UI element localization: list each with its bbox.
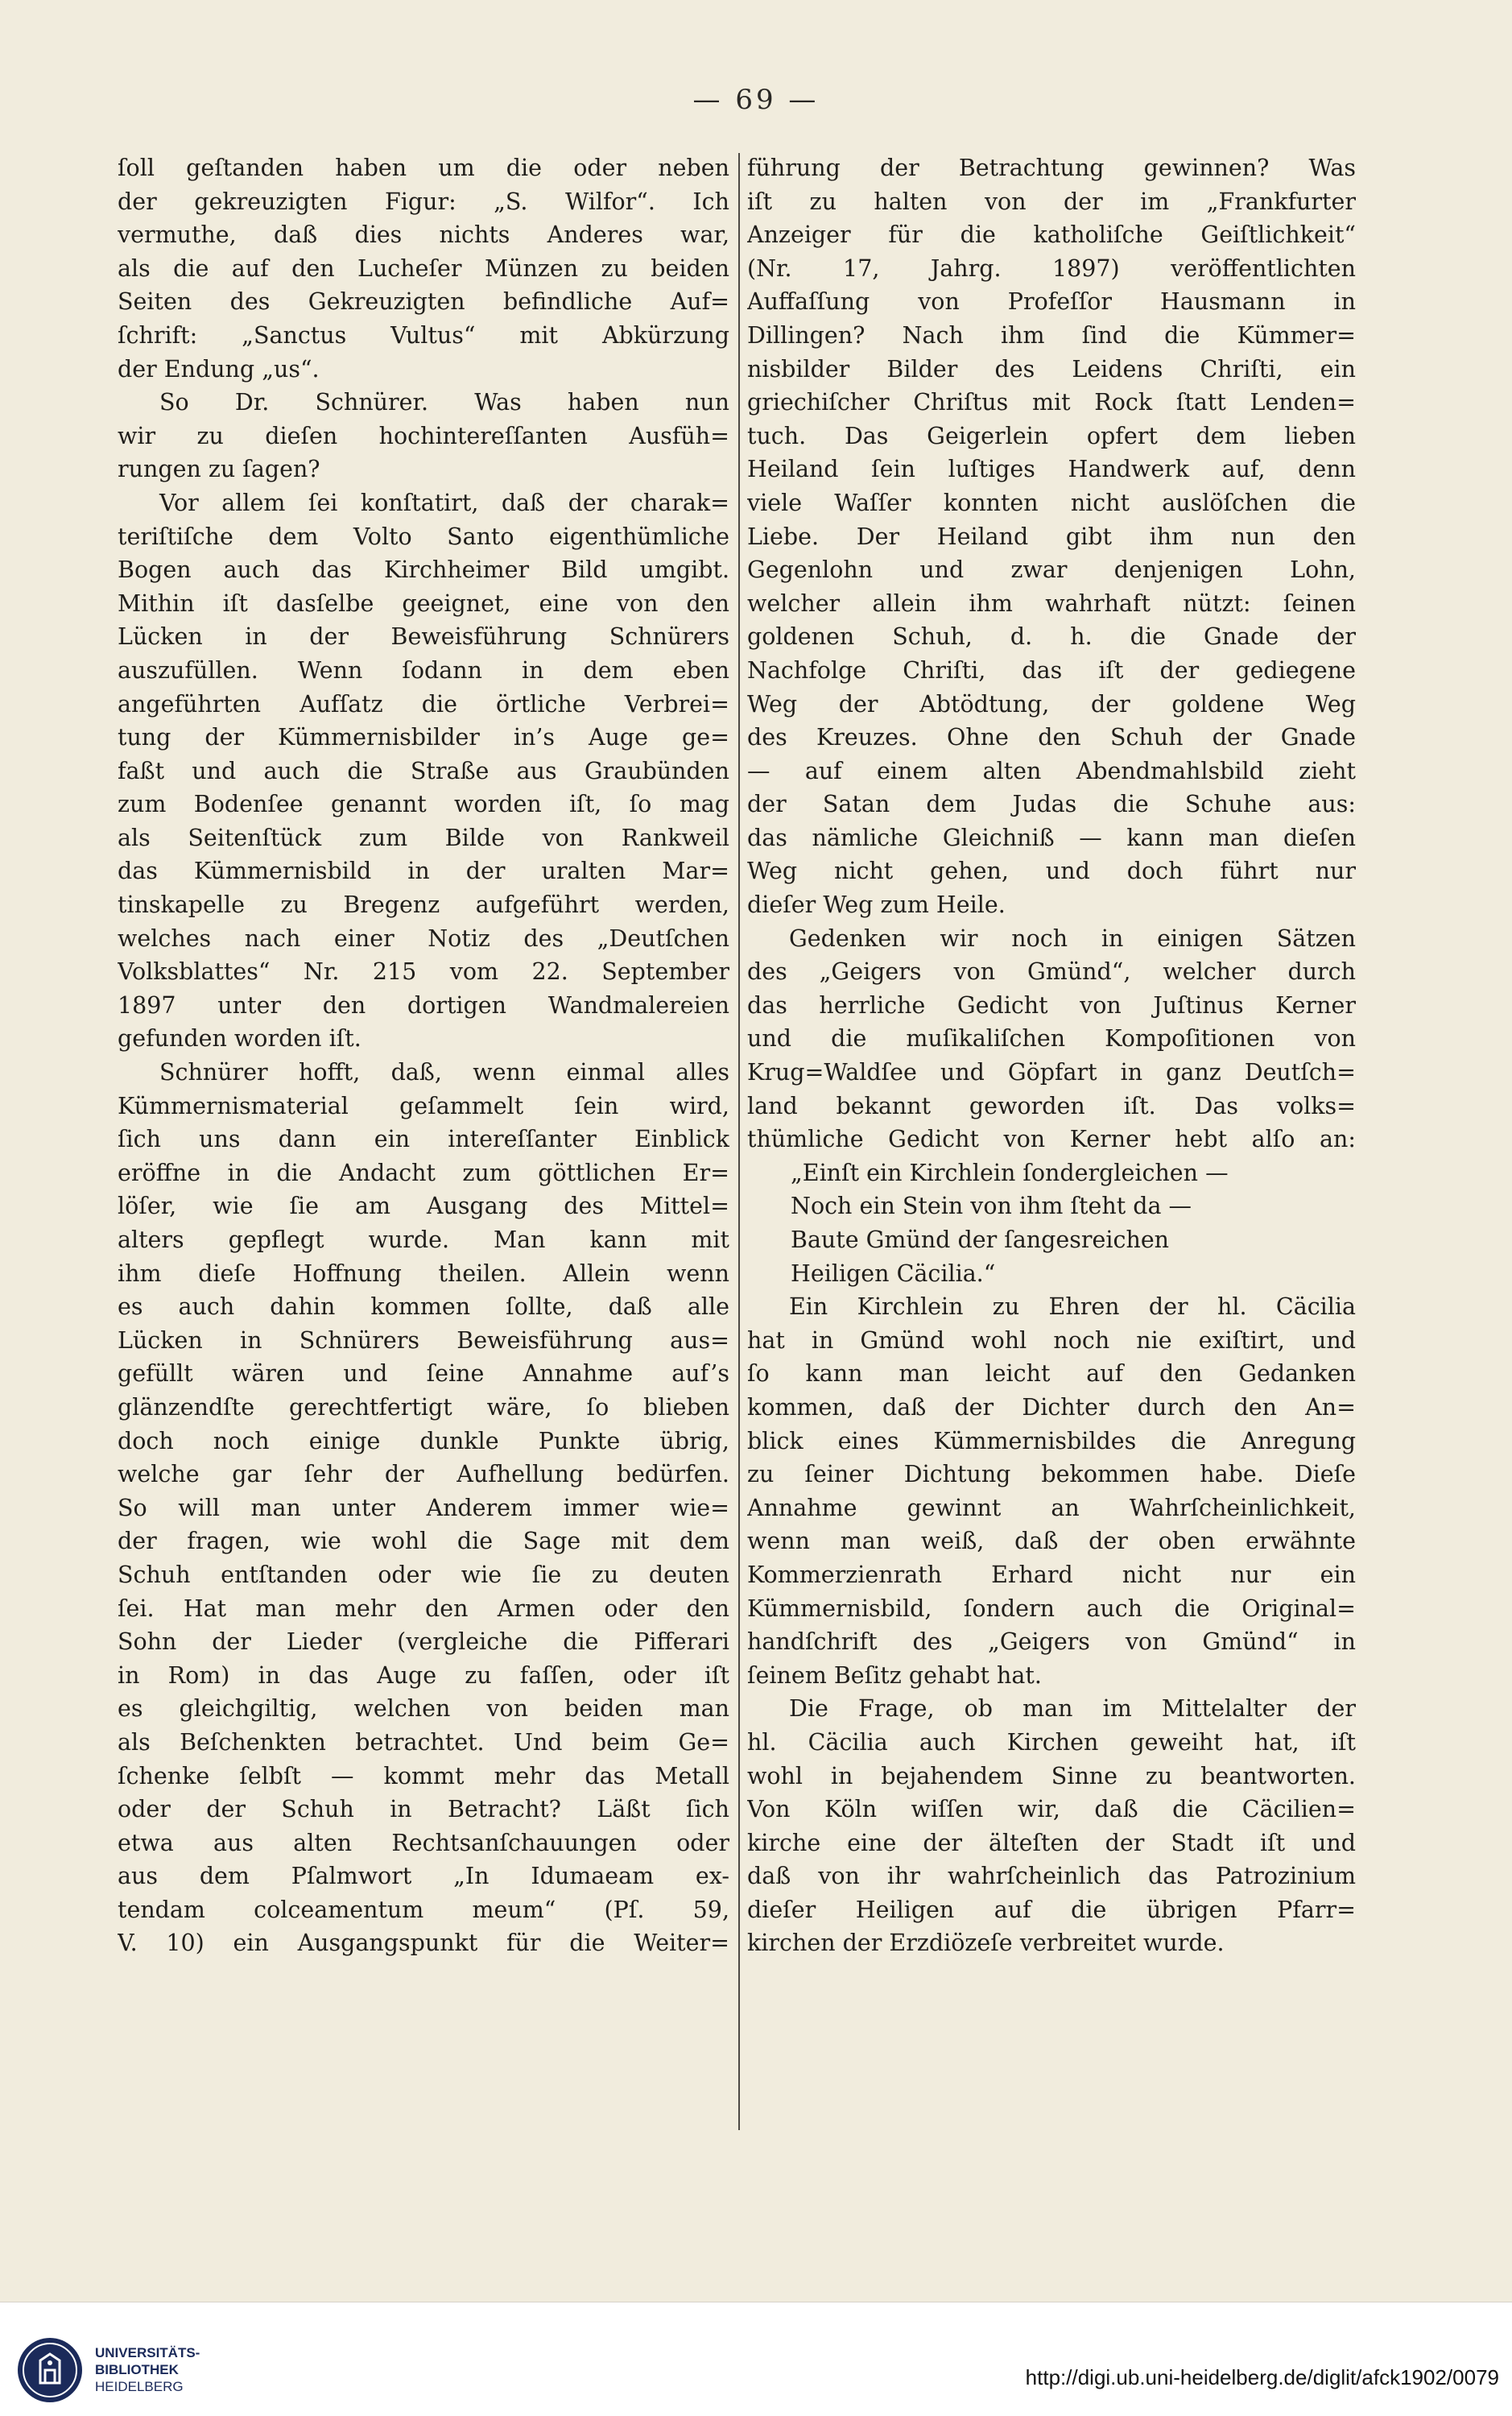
text-line: welcher allein ihm wahrhaft nützt: ſeinen <box>747 590 1356 617</box>
text-column-right <box>747 151 1356 1960</box>
text-line: des Kreuzes. Ohne den Schuh der Gnade <box>747 724 1356 751</box>
text-line: angeführten Aufſatz die örtliche Verbrei= <box>118 690 729 718</box>
text-line: doch noch einige dunkle Punkte übrig, <box>118 1427 729 1454</box>
text-line: Bogen auch das Kirchheimer Bild umgibt. <box>118 556 729 584</box>
text-line: So Dr. Schnürer. Was haben nun <box>159 389 729 416</box>
text-line: tinskapelle zu Bregenz aufgeführt werden, <box>118 892 729 919</box>
text-line: wohl in bejahendem Sinne zu beantworten. <box>747 1762 1356 1789</box>
text-line: kirchen der Erzdiözeſe verbreitet wurde. <box>747 1930 1225 1957</box>
text-line: tung der Kümmernisbilder in’s Auge ge= <box>118 724 729 751</box>
text-line: V. 10) ein Ausgangspunkt für die Weiter= <box>118 1930 729 1957</box>
library-name-line: UNIVERSITÄTS- <box>95 2345 200 2360</box>
text-line: daß von ihr wahrſcheinlich das Patrozinium <box>747 1863 1356 1890</box>
text-line: das Kümmernisbild in der uralten Mar= <box>118 858 729 885</box>
text-line: Kümmernisbild, ſondern auch die Original= <box>747 1595 1356 1622</box>
text-line: und die muſikaliſchen Kompoſitionen von <box>747 1025 1356 1053</box>
text-line: goldenen Schuh, d. h. die Gnade der <box>747 623 1356 651</box>
text-line: faßt und auch die Straße aus Graubünden <box>118 757 729 784</box>
text-line: das nämliche Gleichniß — kann man dieſen <box>747 824 1356 851</box>
text-line: Baute Gmünd der ſangesreichen <box>791 1227 1170 1253</box>
text-line: aus dem Pſalmwort „In Idumaeam ex- <box>118 1863 729 1890</box>
text-line: Mithin iſt dasſelbe geeignet, eine von den <box>118 590 729 617</box>
text-line: Noch ein Stein von ihm ſteht da — <box>791 1193 1192 1220</box>
text-line: alters gepflegt wurde. Man kann mit <box>118 1227 729 1253</box>
text-line: Dillingen? Nach ihm ſind die Kümmer= <box>747 321 1356 349</box>
footer-bar <box>0 2302 1512 2416</box>
text-line: ſo kann man leicht auf den Gedanken <box>747 1360 1356 1388</box>
text-line: handſchrift des „Geigers von Gmünd“ in <box>747 1628 1356 1656</box>
text-line: So will man unter Anderem immer wie= <box>118 1494 729 1521</box>
text-line: Vor allem ſei konſtatirt, daß der charak= <box>159 489 729 516</box>
text-line: Nachfolge Chriſti, das iſt der gediegene <box>747 656 1356 684</box>
text-line: iſt zu halten von der im „Frankfurter <box>747 188 1356 215</box>
text-line: Krug=Waldſee und Göpfart in ganz Deutſch= <box>747 1059 1356 1086</box>
text-line: des „Geigers von Gmünd“, welcher durch <box>747 958 1356 986</box>
text-line: Kommerzienrath Erhard nicht nur ein <box>747 1561 1356 1588</box>
text-line: Ein Kirchlein zu Ehren der hl. Cäcilia <box>789 1293 1356 1321</box>
text-line: ſich uns dann ein intereſſanter Einblick <box>118 1126 729 1153</box>
text-line: land bekannt geworden iſt. Das volks= <box>747 1092 1356 1119</box>
text-line: als Seitenſtück zum Bilde von Rankweil <box>118 824 729 851</box>
text-line: Lücken in Schnürers Beweisführung aus= <box>118 1326 729 1354</box>
text-line: tendam colceamentum meum“ (Pſ. 59, <box>118 1896 729 1923</box>
text-line: ſchrift: „Sanctus Vultus“ mit Abkürzung <box>118 321 729 349</box>
text-line: ſei. Hat man mehr den Armen oder den <box>118 1595 729 1622</box>
text-line: Kümmernismaterial geſammelt ſein wird, <box>118 1092 729 1119</box>
text-line: der Satan dem Judas die Schuhe aus: <box>747 791 1356 818</box>
text-line: zu ſeiner Dichtung bekommen habe. Dieſe <box>747 1461 1356 1488</box>
text-line: wir zu dieſen hochintereſſanten Ausfüh= <box>118 422 729 449</box>
text-line: Gegenlohn und zwar denjenigen Lohn, <box>747 556 1356 584</box>
text-line: Anzeiger für die katholiſche Geiſtlichkeit“ <box>747 221 1356 249</box>
text-line: Lücken in der Beweisführung Schnürers <box>118 623 729 651</box>
library-name-line: HEIDELBERG <box>95 2379 184 2394</box>
text-line: vermuthe, daß dies nichts Anderes war, <box>118 221 729 249</box>
text-line: viele Waſſer konnten nicht auslöſchen die <box>747 489 1356 516</box>
text-line: als Beſchenkten betrachtet. Und beim Ge= <box>118 1728 729 1756</box>
text-line: ihm dieſe Hoffnung theilen. Allein wenn <box>118 1260 729 1287</box>
text-line: ſchenke ſelbſt — kommt mehr das Metall <box>118 1762 729 1789</box>
text-line: dieſer Heiligen auf die übrigen Pfarr= <box>747 1896 1356 1923</box>
text-line: Weg nicht gehen, und doch führt nur <box>747 858 1356 885</box>
library-name <box>95 2344 200 2395</box>
text-column-left <box>118 151 729 1960</box>
text-line: der gekreuzigten Figur: „S. Wilfor“. Ich <box>118 188 729 215</box>
text-line: Von Köln wiſſen wir, daß die Cäcilien= <box>747 1796 1356 1823</box>
text-line: wenn man weiß, daß der oben erwähnte <box>747 1528 1356 1555</box>
text-line: Liebe. Der Heiland gibt ihm nun den <box>747 523 1356 550</box>
text-line: löſer, wie ſie am Ausgang des Mittel= <box>118 1193 729 1220</box>
text-line: kirche eine der älteſten der Stadt iſt und <box>747 1829 1356 1856</box>
source-url-link[interactable]: http://digi.ub.uni-heidelberg.de/diglit/afck1902/0079 <box>1025 2365 1499 2389</box>
text-line: Auffaſſung von Profeſſor Hausmann in <box>747 288 1356 316</box>
text-line: glänzendſte gerechtfertigt wäre, ſo blieben <box>118 1393 729 1421</box>
text-line: — auf einem alten Abendmahlsbild zieht <box>747 757 1356 784</box>
text-line: führung der Betrachtung gewinnen? Was <box>747 155 1356 181</box>
text-line: kommen, daß der Dichter durch den An= <box>747 1393 1356 1421</box>
text-line: blick eines Kümmernisbildes die Anregung <box>747 1427 1356 1454</box>
text-line: in Rom) in das Auge zu faſſen, oder iſt <box>118 1661 729 1689</box>
text-line: ſeinem Beſitz gehabt hat. <box>747 1661 1042 1689</box>
library-name-line: BIBLIOTHEK <box>95 2362 179 2377</box>
text-line: 1897 unter den dortigen Wandmalereien <box>118 991 729 1019</box>
text-line: Heiligen Cäcilia.“ <box>791 1260 996 1287</box>
text-line: es auch dahin kommen ſollte, daß alle <box>118 1293 729 1321</box>
text-line: (Nr. 17, Jahrg. 1897) veröffentlichten <box>747 254 1356 282</box>
text-line: Seiten des Gekreuzigten befindliche Auf= <box>118 288 729 316</box>
text-line: tuch. Das Geigerlein opfert dem lieben <box>747 422 1356 449</box>
text-line: rungen zu ſagen? <box>118 456 320 483</box>
text-line: es gleichgiltig, welchen von beiden man <box>118 1695 729 1723</box>
text-line: Volksblattes“ Nr. 215 vom 22. September <box>118 958 729 986</box>
text-line: der Endung „us“. <box>118 355 320 383</box>
text-line: der fragen, wie wohl die Sage mit dem <box>118 1528 729 1555</box>
text-line: welches nach einer Notiz des „Deutſchen <box>118 925 729 952</box>
text-line: Schuh entſtanden oder wie ſie zu deuten <box>118 1561 729 1588</box>
text-line: Gedenken wir noch in einigen Sätzen <box>789 925 1356 952</box>
column-divider <box>738 153 740 2130</box>
text-line: etwa aus alten Rechtsanſchauungen oder <box>118 1829 729 1856</box>
text-line: teriſtiſche dem Volto Santo eigenthümliche <box>118 523 729 550</box>
text-line: gefunden worden iſt. <box>118 1025 361 1053</box>
text-line: welche gar ſehr der Aufhellung bedürfen. <box>118 1461 729 1488</box>
text-line: nisbilder Bilder des Leidens Chriſti, ein <box>747 355 1356 383</box>
text-line: zum Bodenſee genannt worden iſt, ſo mag <box>118 791 729 818</box>
text-line: hat in Gmünd wohl noch nie exiſtirt, und <box>747 1326 1356 1354</box>
text-line: Sohn der Lieder (vergleiche die Pifferari <box>118 1628 729 1656</box>
text-line: oder der Schuh in Betracht? Läßt ſich <box>118 1796 729 1823</box>
text-line: gefüllt wären und ſeine Annahme auf’s <box>118 1360 729 1388</box>
text-line: griechiſcher Chriſtus mit Rock ſtatt Lenden= <box>747 389 1356 416</box>
text-line: als die auf den Lucheſer Münzen zu beiden <box>118 254 729 282</box>
text-line: eröffne in die Andacht zum göttlichen Er= <box>118 1159 729 1186</box>
text-line: Die Frage, ob man im Mittelalter der <box>789 1695 1356 1723</box>
text-line: thümliche Gedicht von Kerner hebt alſo an: <box>747 1126 1356 1153</box>
text-line: das herrliche Gedicht von Juſtinus Kerner <box>747 991 1356 1019</box>
text-line: dieſer Weg zum Heile. <box>747 892 1006 919</box>
text-line: auszufüllen. Wenn ſodann in dem eben <box>118 656 729 684</box>
text-line: hl. Cäcilia auch Kirchen geweiht hat, iſt <box>747 1728 1356 1756</box>
text-line: „Einſt ein Kirchlein ſondergleichen — <box>791 1159 1229 1186</box>
heidelberg-seal-icon <box>16 2336 84 2404</box>
page-number: — 69 — <box>692 84 820 116</box>
text-line: Weg der Abtödtung, der goldene Weg <box>747 690 1356 718</box>
text-line: ſoll geſtanden haben um die oder neben <box>118 155 729 181</box>
text-line: Schnürer hofft, daß, wenn einmal alles <box>159 1059 729 1086</box>
text-line: Heiland ſein luſtiges Handwerk auf, denn <box>747 456 1356 483</box>
text-line: Annahme gewinnt an Wahrſcheinlichkeit, <box>747 1494 1356 1521</box>
